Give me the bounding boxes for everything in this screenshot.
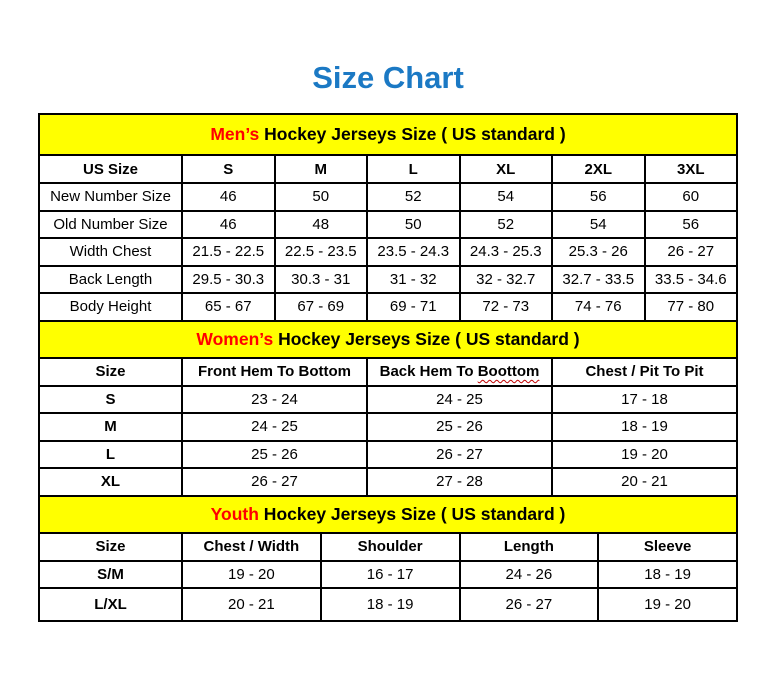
cell: 46 bbox=[182, 183, 275, 211]
column-header: S bbox=[182, 155, 275, 183]
column-header: Front Hem To Bottom bbox=[182, 358, 367, 386]
column-header: L bbox=[367, 155, 460, 183]
cell: 32 - 32.7 bbox=[460, 266, 553, 294]
cell: 24 - 25 bbox=[182, 413, 367, 441]
cell: 25.3 - 26 bbox=[552, 238, 645, 266]
womens-size-table bbox=[38, 320, 738, 497]
cell: 27 - 28 bbox=[367, 468, 552, 496]
row-label: L bbox=[39, 441, 182, 469]
cell: 50 bbox=[367, 211, 460, 239]
mens-size-table bbox=[38, 113, 738, 322]
cell: 32.7 - 33.5 bbox=[552, 266, 645, 294]
cell: 24.3 - 25.3 bbox=[460, 238, 553, 266]
cell: 48 bbox=[275, 211, 368, 239]
row-label: Back Length bbox=[39, 266, 182, 294]
column-header: M bbox=[275, 155, 368, 183]
cell: 77 - 80 bbox=[645, 293, 738, 321]
womens-section-accent: Women’s bbox=[196, 328, 274, 349]
column-header bbox=[367, 358, 552, 386]
cell: 24 - 25 bbox=[367, 386, 552, 414]
cell: 60 bbox=[645, 183, 738, 211]
cell: 19 - 20 bbox=[552, 441, 737, 469]
cell: 18 - 19 bbox=[552, 413, 737, 441]
table-row bbox=[39, 413, 737, 441]
cell: 54 bbox=[552, 211, 645, 239]
column-header: Size bbox=[39, 533, 182, 561]
cell: 30.3 - 31 bbox=[275, 266, 368, 294]
table-row bbox=[39, 293, 737, 321]
mens-header-row bbox=[39, 155, 737, 183]
column-header: XL bbox=[460, 155, 553, 183]
cell: 17 - 18 bbox=[552, 386, 737, 414]
cell: 52 bbox=[460, 211, 553, 239]
cell: 26 - 27 bbox=[182, 468, 367, 496]
table-row bbox=[39, 183, 737, 211]
column-header: Length bbox=[460, 533, 599, 561]
cell: 33.5 - 34.6 bbox=[645, 266, 738, 294]
cell: 31 - 32 bbox=[367, 266, 460, 294]
cell: 19 - 20 bbox=[598, 588, 737, 621]
cell: 56 bbox=[645, 211, 738, 239]
table-row bbox=[39, 386, 737, 414]
row-label: Body Height bbox=[39, 293, 182, 321]
table-row bbox=[39, 238, 737, 266]
cell: 74 - 76 bbox=[552, 293, 645, 321]
cell: 20 - 21 bbox=[552, 468, 737, 496]
cell: 72 - 73 bbox=[460, 293, 553, 321]
mens-section-accent: Men’s bbox=[210, 124, 260, 144]
row-label: Old Number Size bbox=[39, 211, 182, 239]
row-label: XL bbox=[39, 468, 182, 496]
column-header: Chest / Width bbox=[182, 533, 321, 561]
cell: 56 bbox=[552, 183, 645, 211]
youth-section-title bbox=[39, 496, 737, 533]
mens-section-title bbox=[39, 114, 737, 155]
table-row bbox=[39, 561, 737, 589]
cell: 50 bbox=[275, 183, 368, 211]
youth-section-rest: Hockey Jerseys Size ( US standard ) bbox=[258, 503, 566, 524]
row-label: S/M bbox=[39, 561, 182, 589]
womens-section-title bbox=[39, 321, 737, 358]
cell: 18 - 19 bbox=[321, 588, 460, 621]
table-row bbox=[39, 588, 737, 621]
cell: 54 bbox=[460, 183, 553, 211]
cell: 21.5 - 22.5 bbox=[182, 238, 275, 266]
cell: 16 - 17 bbox=[321, 561, 460, 589]
row-label: Width Chest bbox=[39, 238, 182, 266]
row-label: M bbox=[39, 413, 182, 441]
youth-size-table bbox=[38, 495, 738, 623]
table-row bbox=[39, 441, 737, 469]
cell: 18 - 19 bbox=[598, 561, 737, 589]
youth-section-accent: Youth bbox=[210, 503, 259, 524]
cell: 22.5 - 23.5 bbox=[275, 238, 368, 266]
cell: 20 - 21 bbox=[182, 588, 321, 621]
cell: 25 - 26 bbox=[182, 441, 367, 469]
womens-header-row bbox=[39, 358, 737, 386]
cell: 26 - 27 bbox=[645, 238, 738, 266]
cell: 65 - 67 bbox=[182, 293, 275, 321]
column-header: Size bbox=[39, 358, 182, 386]
cell: 26 - 27 bbox=[460, 588, 599, 621]
cell: 25 - 26 bbox=[367, 413, 552, 441]
column-header: Sleeve bbox=[598, 533, 737, 561]
cell: 67 - 69 bbox=[275, 293, 368, 321]
cell: 19 - 20 bbox=[182, 561, 321, 589]
cell: 24 - 26 bbox=[460, 561, 599, 589]
cell: 46 bbox=[182, 211, 275, 239]
row-label: S bbox=[39, 386, 182, 414]
table-row bbox=[39, 266, 737, 294]
womens-section-rest: Hockey Jerseys Size ( US standard ) bbox=[273, 328, 580, 349]
cell: 69 - 71 bbox=[367, 293, 460, 321]
cell: 26 - 27 bbox=[367, 441, 552, 469]
mens-section-band bbox=[39, 114, 737, 155]
column-header: Chest / Pit To Pit bbox=[552, 358, 737, 386]
column-header: US Size bbox=[39, 155, 182, 183]
size-chart-tables bbox=[38, 113, 738, 622]
back-hem-prefix: Back Hem To bbox=[379, 363, 478, 380]
mens-section-rest: Hockey Jerseys Size ( US standard ) bbox=[259, 124, 566, 144]
column-header: Shoulder bbox=[321, 533, 460, 561]
cell: 23 - 24 bbox=[182, 386, 367, 414]
youth-section-band bbox=[39, 496, 737, 533]
back-hem-typo-word: Boottom bbox=[477, 363, 540, 380]
table-row bbox=[39, 468, 737, 496]
womens-section-band bbox=[39, 321, 737, 358]
youth-header-row bbox=[39, 533, 737, 561]
row-label: L/XL bbox=[39, 588, 182, 621]
row-label: New Number Size bbox=[39, 183, 182, 211]
column-header: 2XL bbox=[552, 155, 645, 183]
table-row bbox=[39, 211, 737, 239]
page-title: Size Chart bbox=[312, 60, 464, 95]
column-header: 3XL bbox=[645, 155, 738, 183]
cell: 29.5 - 30.3 bbox=[182, 266, 275, 294]
cell: 23.5 - 24.3 bbox=[367, 238, 460, 266]
cell: 52 bbox=[367, 183, 460, 211]
